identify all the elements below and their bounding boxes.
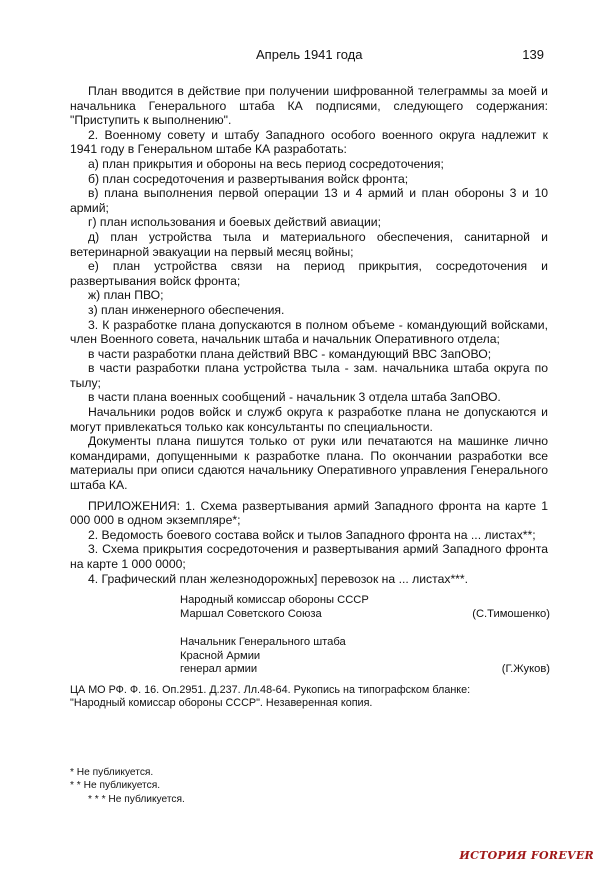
paragraph: з) план инженерного обеспечения.	[88, 302, 285, 317]
paragraph: План вводится в действие при получении шифрованной телеграммы за моей и начальника Генерального штаба КА подписями, следующего содержания: "Приступить к выполнению".	[70, 84, 548, 128]
page-header	[0, 47, 600, 67]
footnote: * * Не публикуется.	[70, 780, 161, 792]
paragraph: е) план устройства связи на период прикрытия, сосредоточения и развертывания войск фронта;	[70, 259, 548, 288]
paragraph: 3. К разработке плана допускаются в полном объеме - командующий войсками, член Военного совета, начальник штаба и начальник Оперативного отдела;	[70, 317, 548, 347]
paragraph: в части плана военных сообщений - начальник 3 отдела штаба ЗапОВО.	[88, 390, 501, 405]
document-body	[70, 84, 548, 586]
paragraph: ж) план ПВО;	[88, 288, 164, 303]
paragraph: Документы плана пишутся только от руки или печатаются на машинке лично командирами, допущенными к разработке плана. По окончании разработки все материалы при описи сдаются начальнику Оперативного управления Генерального штаба КА.	[70, 434, 548, 493]
footnote: * * * Не публикуется.	[88, 793, 185, 805]
archive-line: ЦА МО РФ. Ф. 16. Оп.2951. Д.237. Лл.48-64. Рукопись на типографском бланке:	[70, 684, 471, 696]
appendix-item: ПРИЛОЖЕНИЯ: 1. Схема развертывания армий Западного фронта на карте 1 000 000 в одном экземпляре*;	[70, 498, 548, 528]
running-title: Апрель 1941 года	[256, 47, 363, 62]
archive-reference	[70, 684, 550, 710]
paragraph: а) план прикрытия и обороны на весь период сосредоточения;	[88, 156, 444, 171]
appendix-item: 3. Схема прикрытия сосредоточения и развертывания армий Западного фронта на карте 1 000 0000;	[70, 542, 548, 571]
signature-title: Начальник Генерального штаба	[180, 636, 346, 648]
paragraph: Начальники родов войск и служб округа к разработке плана не допускаются и могут привлекаться только как консультанты по специальности.	[70, 405, 548, 434]
paragraph: д) план устройства тыла и материального обеспечения, санитарной и ветеринарной эвакуации на первый месяц войны;	[70, 229, 548, 259]
watermark-logo: ИСТОРИЯ FOREVER	[459, 849, 594, 862]
paragraph: б) план сосредоточения и развертывания войск фронта;	[88, 171, 409, 186]
signature-title: Красной Армии	[180, 649, 261, 662]
signature-title: Народный комиссар обороны СССР	[180, 594, 369, 606]
paragraph: в) плана выполнения первой операции 13 и 4 армий и план обороны 3 и 10 армий;	[70, 186, 548, 215]
signature-commissar	[180, 594, 550, 621]
paragraph: в части разработки плана действий ВВС - командующий ВВС ЗапОВО;	[88, 346, 492, 361]
appendix-item: 4. Графический план железнодорожных] перевозок на ... листах***.	[88, 571, 469, 586]
footnote: * Не публикуется.	[70, 767, 154, 778]
signature-name: (Г.Жуков)	[501, 663, 550, 676]
signature-name: (С.Тимошенко)	[472, 607, 550, 620]
signature-rank: Маршал Советского Союза	[180, 607, 322, 620]
footnotes	[70, 766, 185, 806]
paragraph: в части разработки плана устройства тыла - зам. начальника штаба округа по тылу;	[70, 361, 548, 390]
page-number: 139	[522, 47, 544, 62]
archive-line: "Народный комиссар обороны СССР". Незаверенная копия.	[70, 697, 373, 710]
paragraph: 2. Военному совету и штабу Западного особого военного округа надлежит к 1941 году в Генеральном штабе КА разработать:	[70, 127, 548, 157]
signature-rank: генерал армии	[180, 663, 258, 676]
signature-chief-of-staff	[180, 636, 550, 677]
appendix-item: 2. Ведомость боевого состава войск и тылов Западного фронта на ... листах**;	[88, 527, 536, 542]
paragraph: г) план использования и боевых действий авиации;	[88, 215, 381, 230]
